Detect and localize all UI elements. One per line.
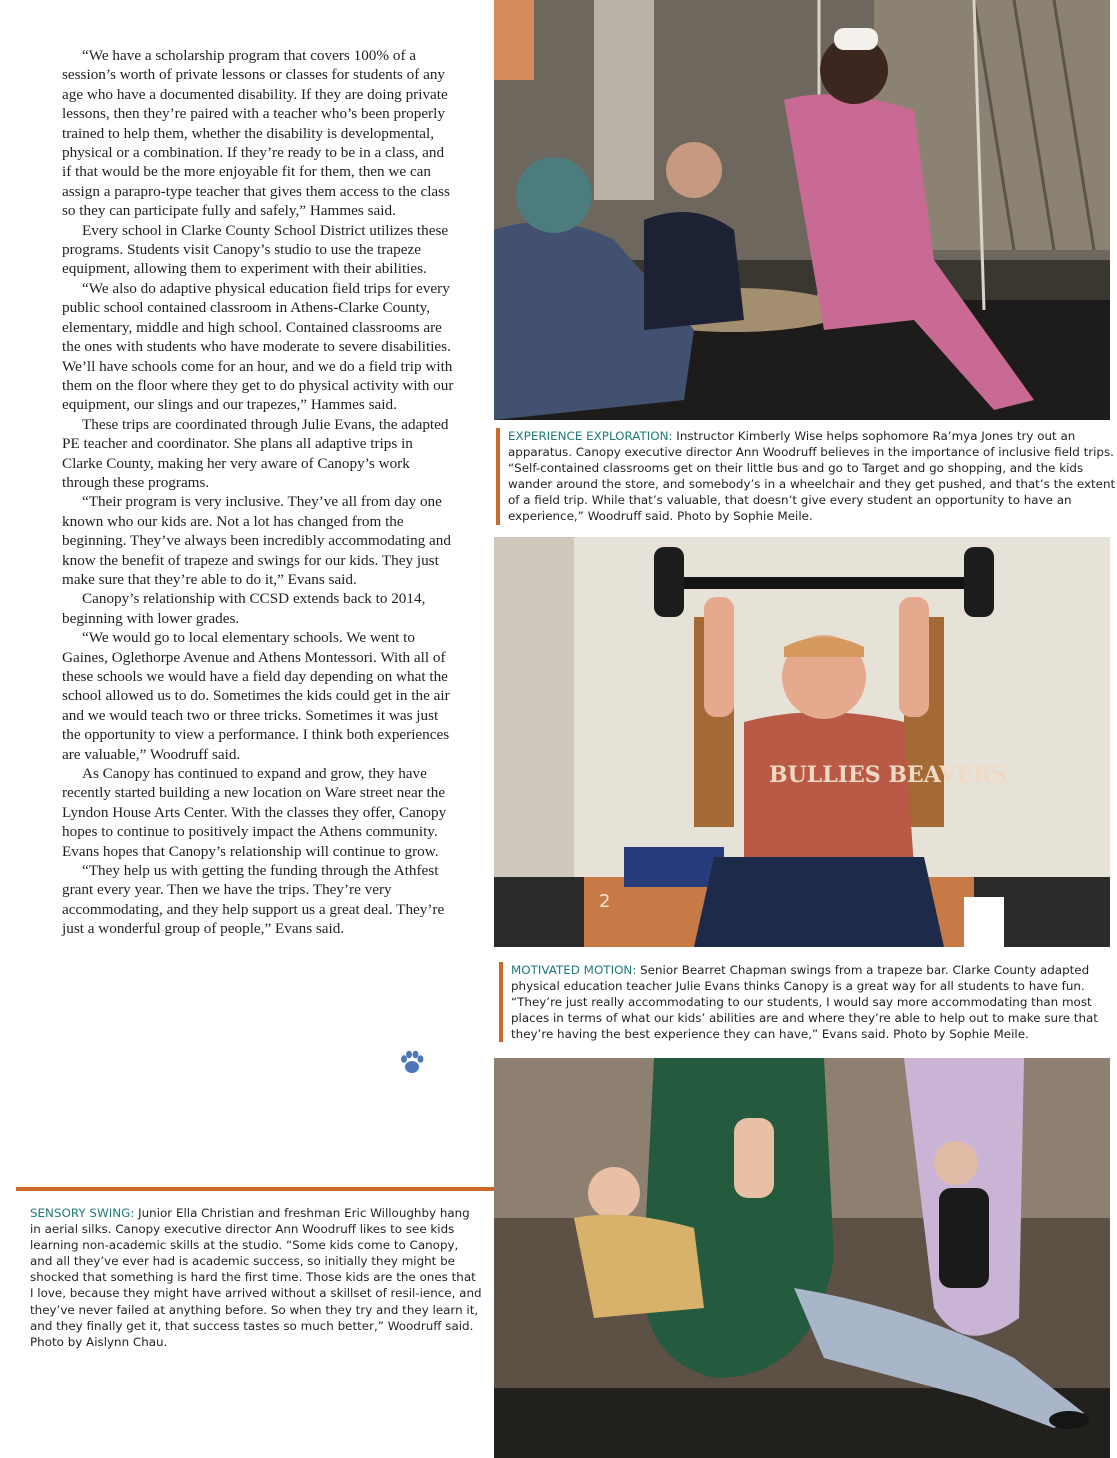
article-paragraph: Every school in Clarke County School District utilizes these programs. Students visit Canopy’s studio to use the trapeze equipment, allowing them to experiment with their abilities. bbox=[62, 221, 449, 278]
photo-experience-exploration bbox=[494, 0, 1110, 420]
article-paragraph: “We would go to local elementary schools. We went to Gaines, Oglethorpe Avenue and Athens Montessori. With all of these schools we would have a field day depending on what the school allowed us to do. Sometimes the kids could get in the air and we would teach two or three tricks. Sometimes it was just the opportunity to view a performance. I think both experiences are valuable,” Woodruff said. bbox=[62, 629, 450, 763]
photo-sensory-swing bbox=[494, 1058, 1110, 1458]
caption-text: Senior Bearret Chapman swings from a trapeze bar. Clarke County adapted physical education teacher Julie Evans thinks Canopy is a great way for all students to have fun. “They’re just really accommodating to our students, I would say more accommodating than most places in terms of what our kids’ abilities are and where they’re able to help out to make sure that they’re having the best experience they can have,” Evans said. Photo by Sophie Meile. bbox=[511, 963, 1098, 1042]
caption-motivated-motion bbox=[499, 962, 1117, 1042]
caption-sensory-swing bbox=[30, 1205, 482, 1350]
article-paragraph: “We also do adaptive physical education field trips for every public school contained classroom in Athens-Clarke County, elementary, middle and high school. Contained classrooms are the ones with students who have moderate to severe disabilities. We’ll have schools come for an hour, and we do a field trip with them on the floor where they get to do physical activity with our equipment, our slings and our trapezes,” Hammes said. bbox=[62, 279, 454, 414]
caption-kicker: EXPERIENCE EXPLORATION: bbox=[508, 429, 673, 443]
caption-kicker: SENSORY SWING: bbox=[30, 1206, 135, 1220]
caption-text: Junior Ella Christian and freshman Eric Willoughby hang in aerial silks. Canopy executive director Ann Woodruff likes to see kids learning non-academic skills at the studio. “Some kids come to Canopy, and all they’ve ever had is academic success, so initially they might be shocked that something is hard the first time. Those kids are the ones that I love, because they might have arrived without a skillset of resil-ience, and they’ve never failed at anything before. So when they try and they learn it, and they finally get it, that success tastes so much better,” Woodruff said. Photo by Aislynn Chau. bbox=[30, 1206, 482, 1349]
shirt-text: BULLIES BEAVERS bbox=[769, 762, 1008, 788]
caption-text: Instructor Kimberly Wise helps sophomore Ra’mya Jones try out an apparatus. Canopy executive director Ann Woodruff believes in the importance of inclusive field trips. “Self-contained classrooms get on their little bus and go to Target and go shopping, and the kids wander around the store, and somebody’s in a wheelchair and they get pushed, and that’s the extent of a field trip. While that’s valuable, that doesn’t give every student an opportunity to have an experience,” Woodruff said. Photo by Sophie Meile. bbox=[508, 429, 1116, 524]
article-paragraph: Canopy’s relationship with CCSD extends back to 2014, beginning with lower grades. bbox=[62, 590, 426, 627]
article-paragraph: These trips are coordinated through Julie Evans, the adapted PE teacher and coordinator. She plans all adaptive trips in Clarke County, making her very aware of Canopy’s work through these programs. bbox=[62, 415, 449, 491]
photo-motivated-motion bbox=[494, 537, 1110, 947]
paw-print-icon bbox=[398, 1048, 426, 1076]
article-paragraph: As Canopy has continued to expand and grow, they have recently started building a new location on Ware street near the Lyndon House Arts Center. With the classes they offer, Canopy hopes to continue to positively impact the Athens community. Evans hopes that Canopy’s relationship will continue to grow. bbox=[62, 765, 447, 860]
caption-kicker: MOTIVATED MOTION: bbox=[511, 963, 637, 977]
article-paragraph: “They help us with getting the funding through the Athfest grant every year. Then we have the trips. They’re very accommodating, and they help support us a great deal. They’re just a wonderful group of people,” Evans said. bbox=[62, 862, 445, 938]
caption-divider bbox=[16, 1187, 494, 1191]
article-body bbox=[62, 46, 456, 939]
article-paragraph: “Their program is very inclusive. They’ve all from day one known who our kids are. Not a lot has changed from the beginning. They’ve always been incredibly accommodating and know the benefit of trapeze and swings for our kids. They just make sure that they’re able to do it,” Evans said. bbox=[62, 493, 451, 588]
caption-experience-exploration bbox=[496, 428, 1117, 525]
box-number: 2 bbox=[599, 891, 611, 912]
article-paragraph: “We have a scholarship program that covers 100% of a session’s worth of private lessons or classes for students of any age who have a documented disability. If they are doing private lessons, then they’re paired with a teacher who’s been properly trained to help them, whether the disability is developmental, physical or a combination. If they’re ready to be in a class, and if that would be the more enjoyable fit for them, then we can assign a parapro-type teacher that gives them access to the class so they can participate fully and safely,” Hammes said. bbox=[62, 47, 450, 220]
